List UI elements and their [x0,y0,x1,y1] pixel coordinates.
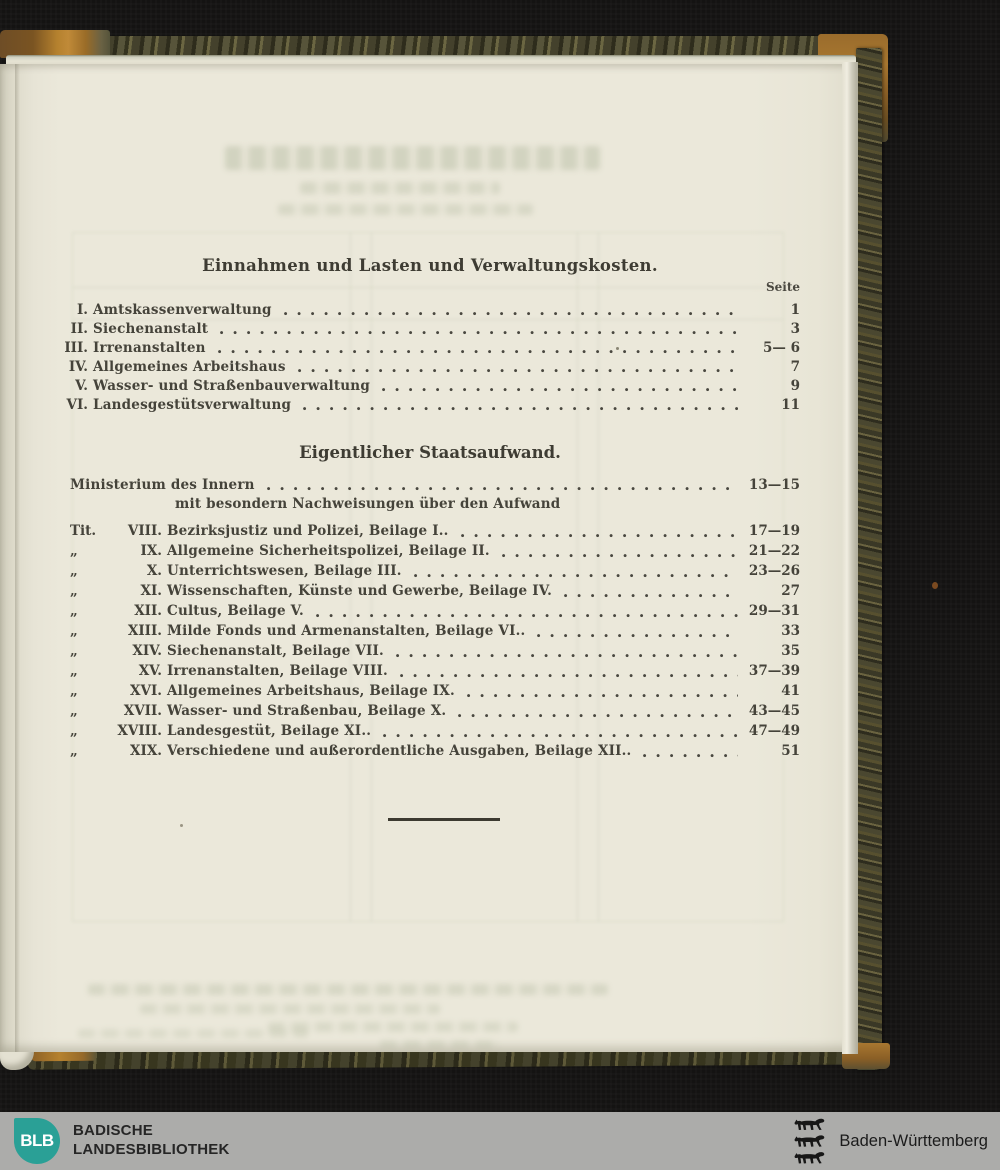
toc-prefix: „ [70,703,78,719]
toc-page-number: 11 [781,397,800,413]
library-name [73,1122,230,1160]
toc-page-number: 43—45 [748,703,800,719]
page-bleedthrough-line [278,204,533,215]
toc-prefix: „ [70,603,78,619]
toc-label: Landesgestütsverwaltung [93,397,292,413]
table-of-contents [60,256,800,821]
toc-label: Allgemeines Arbeitshaus [93,359,286,375]
toc-numeral: XII. [134,603,162,619]
toc-numeral: XIX. [130,743,162,759]
toc-page-number: 35 [781,643,800,659]
toc-page-number: 47—49 [748,723,800,739]
page-bleedthrough-line [300,182,500,194]
baden-wuerttemberg-coat-of-arms-icon [791,1118,827,1164]
toc-page-number: 3 [790,321,800,337]
page-column-header: Seite [765,280,800,294]
dot-leader [643,743,738,763]
dot-leader [537,623,738,643]
dot-leader [284,302,738,321]
toc-page-number: 21—22 [748,543,800,559]
dot-leader [316,603,738,623]
toc-numeral: VI. [66,397,88,413]
toc-label: Verschiedene und außerordentliche Ausgaben, Beilage XII.. [167,743,632,759]
toc-part-1 [60,302,800,416]
toc-prefix: „ [70,663,78,679]
toc-row [60,643,800,663]
toc-page-number: 33 [781,623,800,639]
page-bleedthrough-title [225,146,600,170]
toc-prefix: „ [70,723,78,739]
toc-label: Wasser- und Straßenbauverwaltung [93,378,370,394]
toc-page-number: 5— 6 [763,340,800,356]
toc-subnote: mit besondern Nachweisungen über den Aufwand [175,496,561,512]
toc-row [60,340,800,359]
book-corner-top-left [0,30,110,58]
toc-numeral: IX. [140,543,162,559]
toc-label: Amtskassenverwaltung [93,302,272,318]
toc-row-ministerium [60,477,800,496]
toc-row [60,543,800,563]
library-footer-bar [0,1112,1000,1170]
toc-prefix: Tit. [70,523,97,539]
toc-page-number: 7 [790,359,800,375]
dot-leader [396,643,738,663]
section-heading-staatsaufwand: Eigentlicher Staatsaufwand. [299,443,561,462]
toc-label: Bezirksjustiz und Polizei, Beilage I.. [167,523,449,539]
toc-row [60,603,800,623]
toc-page-number: 37—39 [748,663,800,679]
dot-leader [382,378,738,397]
toc-label: Wissenschaften, Künste und Gewerbe, Beilage IV. [167,583,552,599]
toc-numeral: XIV. [132,643,162,659]
toc-label: Unterrichtswesen, Beilage III. [167,563,402,579]
toc-label: Allgemeines Arbeitshaus, Beilage IX. [167,683,455,699]
toc-row [60,302,800,321]
toc-numeral: II. [70,321,88,337]
toc-page-number: 27 [781,583,800,599]
toc-numeral: XVI. [130,683,162,699]
toc-label: Ministerium des Innern [70,477,255,493]
toc-label: Wasser- und Straßenbau, Beilage X. [167,703,447,719]
page-bleedthrough-line [380,1040,500,1049]
toc-row [60,397,800,416]
page-bleedthrough-line [78,1029,308,1038]
toc-numeral: XVIII. [117,723,162,739]
toc-prefix: „ [70,643,78,659]
toc-row [60,583,800,603]
book-page [0,64,852,1052]
toc-page-number: 17—19 [748,523,800,539]
toc-page-number: 1 [790,302,800,318]
state-name: Baden-Württemberg [839,1131,988,1150]
dot-leader [467,683,738,703]
library-name-line1: BADISCHE [73,1122,153,1140]
toc-numeral: XI. [140,583,162,599]
dot-leader [414,563,738,583]
dot-leader [564,583,738,603]
toc-label: Irrenanstalten, Beilage VIII. [167,663,388,679]
toc-page-number: 51 [781,743,800,759]
toc-row [60,378,800,397]
toc-row [60,623,800,643]
toc-numeral: I. [76,302,88,318]
toc-row [60,321,800,340]
toc-row [60,683,800,703]
toc-prefix: „ [70,563,78,579]
toc-numeral: IV. [68,359,88,375]
toc-label: Landesgestüt, Beilage XI.. [167,723,372,739]
library-name-line2: LANDESBIBLIOTHEK [73,1141,230,1158]
dot-leader [502,543,738,563]
toc-prefix: „ [70,743,78,759]
page-bleedthrough-line [140,1004,440,1014]
dot-leader [220,321,738,340]
dot-leader [461,523,738,543]
toc-numeral: V. [75,378,88,394]
toc-prefix: „ [70,583,78,599]
dot-leader [303,397,738,416]
toc-numeral: XV. [138,663,162,679]
toc-prefix: „ [70,683,78,699]
background-speck [932,582,938,589]
toc-prefix: „ [70,623,78,639]
toc-page-number: 13—15 [748,477,800,493]
section-end-rule [388,818,500,821]
toc-page-number: 9 [790,378,800,394]
toc-label: Irrenanstalten [93,340,206,356]
toc-label: Siechenanstalt, Beilage VII. [167,643,384,659]
toc-row [60,563,800,583]
dot-leader [383,723,738,743]
toc-numeral: XVII. [123,703,162,719]
toc-label: Cultus, Beilage V. [167,603,304,619]
state-branding [791,1118,990,1164]
toc-row [60,523,800,543]
toc-numeral: VIII. [127,523,162,539]
toc-row [60,723,800,743]
toc-numeral: XIII. [127,623,162,639]
toc-label: Milde Fonds und Armenanstalten, Beilage VI.. [167,623,526,639]
toc-row [60,359,800,378]
dot-leader [267,477,738,496]
book-cover-right-edge [856,48,882,1070]
section-heading-einnahmen: Einnahmen und Lasten und Verwaltungskosten. [202,256,658,275]
page-stack-right-edge [842,62,858,1054]
dot-leader [298,359,738,378]
dot-leader [458,703,738,723]
blb-logo: BLB [14,1118,60,1164]
toc-numeral: III. [64,340,88,356]
toc-page-number: 41 [781,683,800,699]
toc-page-number: 29—31 [748,603,800,619]
dot-leader [218,340,738,359]
dot-leader [400,663,738,683]
toc-prefix: „ [70,543,78,559]
toc-row [60,663,800,683]
toc-label: Allgemeine Sicherheitspolizei, Beilage II. [167,543,490,559]
page-bleedthrough-line [88,984,608,995]
toc-row [60,703,800,723]
toc-row [60,743,800,763]
toc-part-2 [60,523,800,763]
toc-page-number: 23—26 [748,563,800,579]
toc-label: Siechenanstalt [93,321,209,337]
toc-numeral: X. [146,563,162,579]
paper-speck [180,824,183,827]
library-branding [14,1118,230,1164]
